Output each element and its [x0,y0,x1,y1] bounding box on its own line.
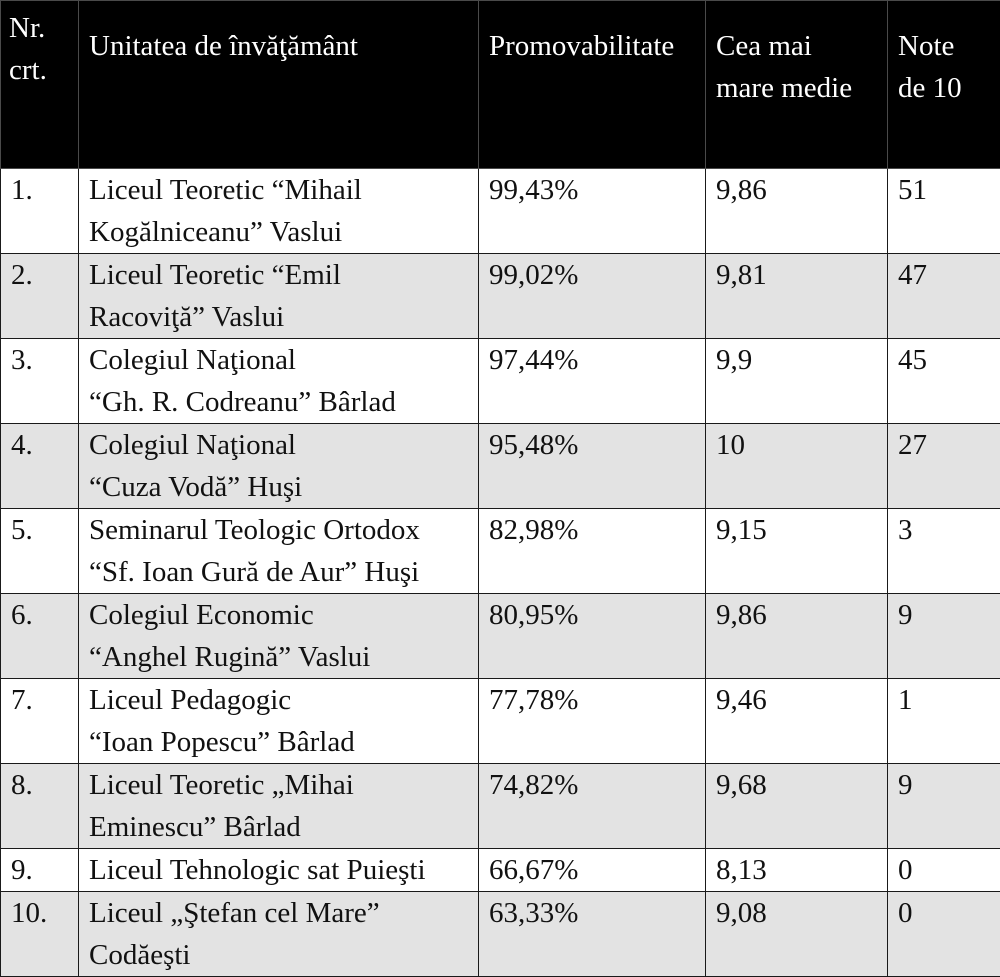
header-nr [1,1,79,169]
cell-tens: 0 [888,892,1000,977]
cell-tens: 3 [888,509,1000,594]
table-row [1,849,1000,892]
cell-unit-line: Liceul Teoretic „Mihai [89,764,472,806]
cell-unit [79,169,479,254]
cell-nr: 2. [1,254,79,339]
cell-unit-line: Colegiul Naţional [89,339,472,381]
cell-unit-line: Eminescu” Bârlad [89,806,472,848]
cell-promo: 66,67% [479,849,706,892]
cell-unit-line: Liceul Pedagogic [89,679,472,721]
cell-nr: 9. [1,849,79,892]
cell-unit [79,339,479,424]
header-tens-line: Note [898,25,994,67]
cell-max: 8,13 [706,849,888,892]
cell-tens: 0 [888,849,1000,892]
cell-max: 10 [706,424,888,509]
header-row [1,1,1000,169]
cell-nr: 4. [1,424,79,509]
table-row [1,764,1000,849]
cell-promo: 63,33% [479,892,706,977]
header-tens [888,1,1000,169]
cell-tens: 9 [888,594,1000,679]
cell-unit-line: “Anghel Rugină” Vaslui [89,636,472,678]
cell-tens: 47 [888,254,1000,339]
cell-tens: 1 [888,679,1000,764]
cell-max: 9,68 [706,764,888,849]
header-tens-line: de 10 [898,67,994,109]
cell-unit [79,679,479,764]
cell-unit-line: Colegiul Economic [89,594,472,636]
cell-unit-line: Liceul Tehnologic sat Puieşti [89,849,472,891]
cell-nr: 10. [1,892,79,977]
cell-tens: 27 [888,424,1000,509]
cell-unit-line: “Cuza Vodă” Huşi [89,466,472,508]
cell-unit-line: Kogălniceanu” Vaslui [89,211,472,253]
table-row [1,892,1000,977]
cell-unit [79,509,479,594]
cell-nr: 8. [1,764,79,849]
cell-promo: 80,95% [479,594,706,679]
cell-unit-line: Seminarul Teologic Ortodox [89,509,472,551]
cell-promo: 97,44% [479,339,706,424]
table-row [1,254,1000,339]
cell-unit-line: Liceul Teoretic “Mihail [89,169,472,211]
cell-tens: 51 [888,169,1000,254]
table-row [1,339,1000,424]
header-unit: Unitatea de învăţământ [79,1,479,169]
cell-max: 9,9 [706,339,888,424]
cell-max: 9,86 [706,169,888,254]
header-max-line: mare medie [716,67,881,109]
cell-max: 9,81 [706,254,888,339]
header-max-line: Cea mai [716,25,881,67]
cell-unit-line: Liceul „Ştefan cel Mare” [89,892,472,934]
cell-promo: 99,43% [479,169,706,254]
cell-unit [79,849,479,892]
cell-tens: 45 [888,339,1000,424]
header-promo: Promovabilitate [479,1,706,169]
cell-nr: 5. [1,509,79,594]
cell-promo: 82,98% [479,509,706,594]
cell-max: 9,15 [706,509,888,594]
header-max-average [706,1,888,169]
cell-nr: 7. [1,679,79,764]
table-row [1,594,1000,679]
cell-unit [79,424,479,509]
cell-unit [79,254,479,339]
cell-promo: 99,02% [479,254,706,339]
table-row [1,169,1000,254]
cell-unit [79,594,479,679]
cell-unit-line: “Ioan Popescu” Bârlad [89,721,472,763]
cell-tens: 9 [888,764,1000,849]
table-row [1,679,1000,764]
table-row [1,509,1000,594]
cell-unit-line: Colegiul Naţional [89,424,472,466]
cell-promo: 77,78% [479,679,706,764]
cell-unit-line: Racoviţă” Vaslui [89,296,472,338]
cell-unit-line: Codăeşti [89,934,472,976]
cell-nr: 1. [1,169,79,254]
cell-unit-line: “Sf. Ioan Gură de Aur” Huşi [89,551,472,593]
cell-nr: 3. [1,339,79,424]
header-nr-line: crt. [9,49,72,91]
header-nr-line: Nr. [9,7,72,49]
cell-unit [79,764,479,849]
cell-nr: 6. [1,594,79,679]
table-row [1,424,1000,509]
cell-max: 9,46 [706,679,888,764]
cell-max: 9,86 [706,594,888,679]
cell-max: 9,08 [706,892,888,977]
cell-promo: 95,48% [479,424,706,509]
cell-unit-line: Liceul Teoretic “Emil [89,254,472,296]
cell-promo: 74,82% [479,764,706,849]
cell-unit-line: “Gh. R. Codreanu” Bârlad [89,381,472,423]
cell-unit [79,892,479,977]
